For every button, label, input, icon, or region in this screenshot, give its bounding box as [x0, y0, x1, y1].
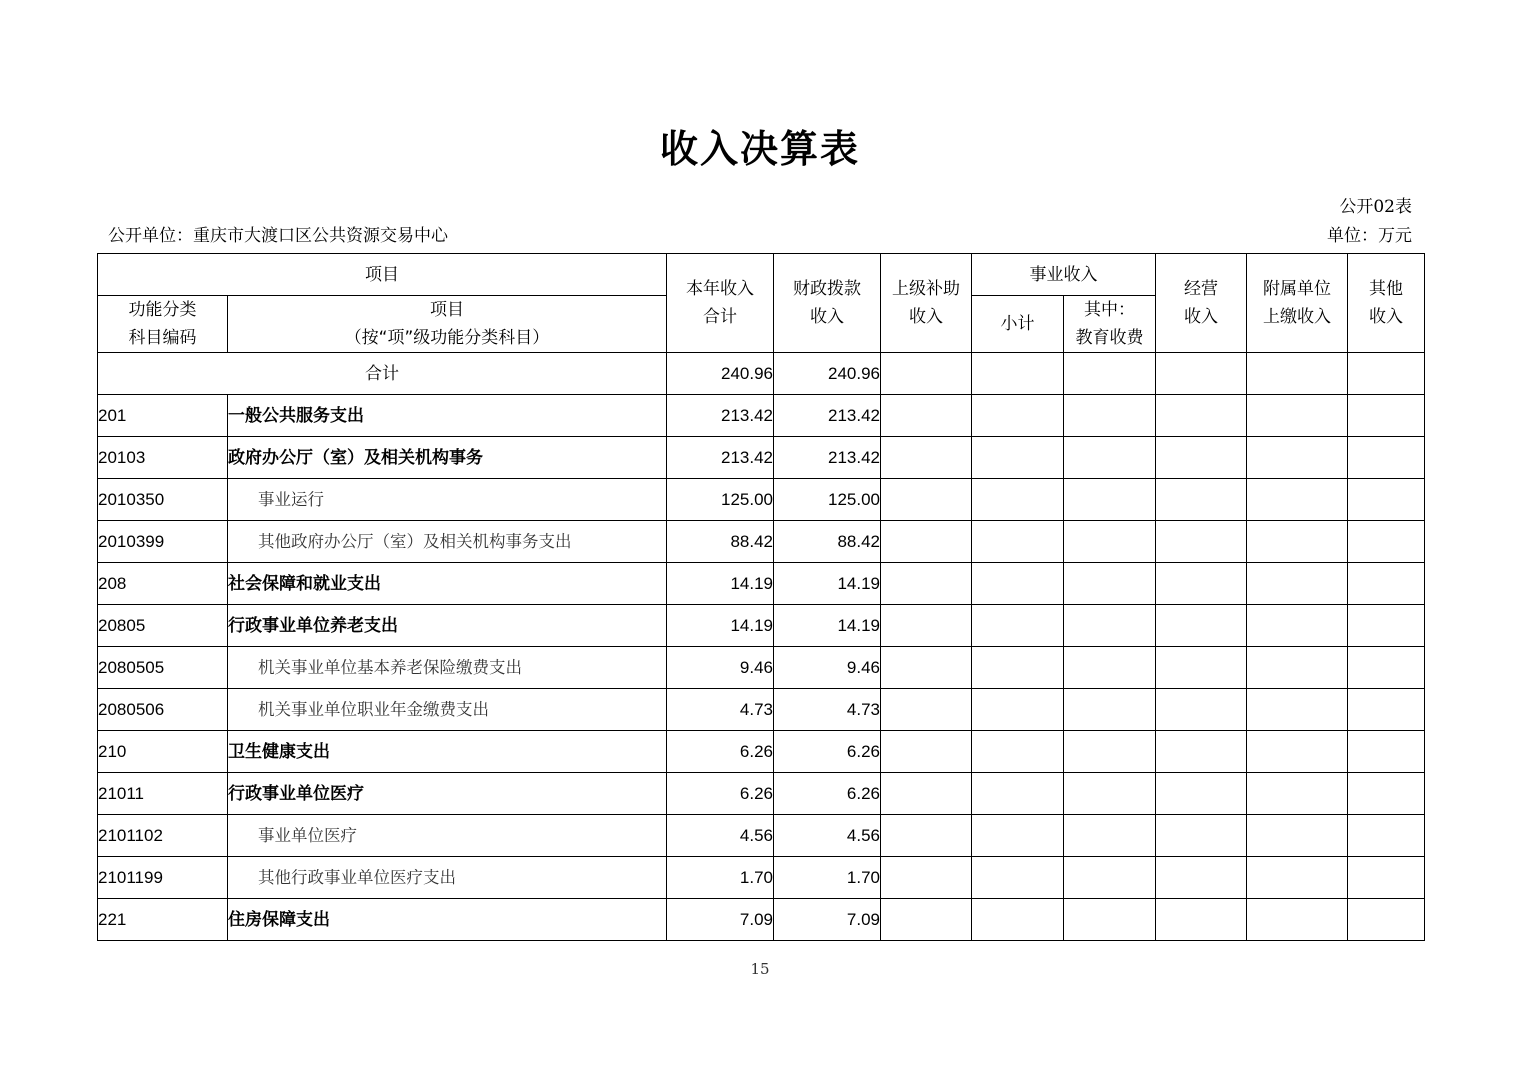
item-name-cell: 一般公共服务支出: [228, 395, 667, 437]
header-subtotal: 小计: [972, 296, 1064, 353]
empty-cell: [881, 647, 972, 689]
code-cell: 2010350: [98, 479, 228, 521]
empty-cell: [1247, 647, 1348, 689]
item-name-cell: 行政事业单位养老支出: [228, 605, 667, 647]
empty-cell: [1064, 605, 1156, 647]
fiscal-income-cell: 4.56: [774, 815, 881, 857]
code-cell: 2080506: [98, 689, 228, 731]
empty-cell: [1348, 605, 1425, 647]
empty-cell: [1348, 773, 1425, 815]
empty-cell: [1156, 437, 1247, 479]
empty-cell: [1247, 479, 1348, 521]
table-row: [98, 773, 1425, 815]
total-income-cell: 88.42: [667, 521, 774, 563]
empty-cell: [881, 479, 972, 521]
total-income-cell: 14.19: [667, 563, 774, 605]
empty-cell: [1247, 731, 1348, 773]
item-name-cell: 社会保障和就业支出: [228, 563, 667, 605]
empty-cell: [1156, 563, 1247, 605]
page-title: 收入决算表: [659, 127, 860, 171]
code-cell: 2101102: [98, 815, 228, 857]
fiscal-income-cell: 4.73: [774, 689, 881, 731]
page-number: 15: [750, 960, 770, 978]
header-affiliated-income: 附属单位 上缴收入: [1247, 254, 1348, 353]
empty-cell: [1156, 647, 1247, 689]
empty-cell: [881, 353, 972, 395]
fiscal-income-cell: 7.09: [774, 899, 881, 941]
empty-cell: [972, 563, 1064, 605]
empty-cell: [1348, 857, 1425, 899]
form-number: 公开02表: [1339, 197, 1412, 217]
empty-cell: [1156, 395, 1247, 437]
empty-cell: [1247, 689, 1348, 731]
fiscal-income-cell: 240.96: [774, 353, 881, 395]
empty-cell: [1348, 647, 1425, 689]
fiscal-income-cell: 213.42: [774, 395, 881, 437]
total-income-cell: 213.42: [667, 437, 774, 479]
item-name-cell: 其他政府办公厅（室）及相关机构事务支出: [228, 521, 667, 563]
empty-cell: [1348, 731, 1425, 773]
total-income-cell: 4.73: [667, 689, 774, 731]
empty-cell: [972, 395, 1064, 437]
empty-cell: [972, 731, 1064, 773]
item-name-cell: 事业运行: [228, 479, 667, 521]
total-income-cell: 125.00: [667, 479, 774, 521]
code-cell: 20103: [98, 437, 228, 479]
fiscal-income-cell: 125.00: [774, 479, 881, 521]
empty-cell: [1156, 689, 1247, 731]
item-name-cell: 其他行政事业单位医疗支出: [228, 857, 667, 899]
table-row: [98, 689, 1425, 731]
table-body: [98, 353, 1425, 941]
total-income-cell: 6.26: [667, 731, 774, 773]
empty-cell: [881, 605, 972, 647]
empty-cell: [972, 815, 1064, 857]
fiscal-income-cell: 6.26: [774, 773, 881, 815]
total-income-cell: 4.56: [667, 815, 774, 857]
empty-cell: [1156, 479, 1247, 521]
header-education-fee: 其中： 教育收费: [1064, 296, 1156, 353]
total-label: 合计: [98, 353, 667, 395]
table-row: [98, 437, 1425, 479]
empty-cell: [1348, 689, 1425, 731]
table-row: [98, 815, 1425, 857]
empty-cell: [972, 857, 1064, 899]
empty-cell: [1247, 395, 1348, 437]
code-cell: 2101199: [98, 857, 228, 899]
table-row: [98, 479, 1425, 521]
item-name-cell: 住房保障支出: [228, 899, 667, 941]
empty-cell: [1247, 353, 1348, 395]
total-income-cell: 6.26: [667, 773, 774, 815]
header-total-income: 本年收入 合计: [667, 254, 774, 353]
fiscal-income-cell: 14.19: [774, 605, 881, 647]
header-superior-subsidy: 上级补助 收入: [881, 254, 972, 353]
total-income-cell: 9.46: [667, 647, 774, 689]
item-name-cell: 卫生健康支出: [228, 731, 667, 773]
empty-cell: [881, 395, 972, 437]
empty-cell: [972, 899, 1064, 941]
empty-cell: [1156, 815, 1247, 857]
empty-cell: [1247, 773, 1348, 815]
item-name-cell: 机关事业单位职业年金缴费支出: [228, 689, 667, 731]
empty-cell: [1064, 353, 1156, 395]
empty-cell: [881, 437, 972, 479]
empty-cell: [972, 437, 1064, 479]
fiscal-income-cell: 9.46: [774, 647, 881, 689]
empty-cell: [972, 689, 1064, 731]
empty-cell: [1247, 437, 1348, 479]
total-row: [98, 353, 1425, 395]
empty-cell: [1064, 437, 1156, 479]
empty-cell: [1348, 353, 1425, 395]
code-cell: 21011: [98, 773, 228, 815]
code-cell: 20805: [98, 605, 228, 647]
header-project-group: 项目: [98, 254, 667, 296]
header-business-income: 经营 收入: [1156, 254, 1247, 353]
empty-cell: [881, 563, 972, 605]
table-row: [98, 857, 1425, 899]
fiscal-income-cell: 1.70: [774, 857, 881, 899]
table-row: [98, 395, 1425, 437]
empty-cell: [1156, 773, 1247, 815]
header-enterprise-income: 事业收入: [972, 254, 1156, 296]
empty-cell: [1156, 731, 1247, 773]
table-row: [98, 605, 1425, 647]
table-row: [98, 563, 1425, 605]
table-row: [98, 731, 1425, 773]
header-other-income: 其他 收入: [1348, 254, 1425, 353]
empty-cell: [1247, 899, 1348, 941]
empty-cell: [1348, 563, 1425, 605]
empty-cell: [881, 857, 972, 899]
empty-cell: [1247, 605, 1348, 647]
empty-cell: [1064, 563, 1156, 605]
empty-cell: [881, 815, 972, 857]
currency-unit: 单位：万元: [1327, 226, 1412, 246]
empty-cell: [1156, 605, 1247, 647]
empty-cell: [881, 521, 972, 563]
income-table: [97, 253, 1425, 941]
code-cell: 2080505: [98, 647, 228, 689]
empty-cell: [1348, 395, 1425, 437]
fiscal-income-cell: 213.42: [774, 437, 881, 479]
empty-cell: [1064, 731, 1156, 773]
total-income-cell: 240.96: [667, 353, 774, 395]
empty-cell: [1247, 815, 1348, 857]
empty-cell: [972, 479, 1064, 521]
empty-cell: [1348, 479, 1425, 521]
code-cell: 208: [98, 563, 228, 605]
code-cell: 201: [98, 395, 228, 437]
total-income-cell: 1.70: [667, 857, 774, 899]
empty-cell: [972, 647, 1064, 689]
table-row: [98, 647, 1425, 689]
table-row: [98, 521, 1425, 563]
item-name-cell: 政府办公厅（室）及相关机构事务: [228, 437, 667, 479]
empty-cell: [1156, 521, 1247, 563]
empty-cell: [1064, 395, 1156, 437]
total-income-cell: 213.42: [667, 395, 774, 437]
empty-cell: [881, 731, 972, 773]
empty-cell: [881, 689, 972, 731]
code-cell: 210: [98, 731, 228, 773]
total-income-cell: 14.19: [667, 605, 774, 647]
empty-cell: [1064, 815, 1156, 857]
code-cell: 2010399: [98, 521, 228, 563]
code-cell: 221: [98, 899, 228, 941]
empty-cell: [972, 521, 1064, 563]
empty-cell: [1156, 899, 1247, 941]
empty-cell: [1348, 437, 1425, 479]
empty-cell: [1156, 857, 1247, 899]
empty-cell: [1064, 689, 1156, 731]
empty-cell: [1064, 479, 1156, 521]
empty-cell: [1064, 899, 1156, 941]
header-fiscal-income: 财政拨款 收入: [774, 254, 881, 353]
item-name-cell: 行政事业单位医疗: [228, 773, 667, 815]
empty-cell: [1064, 857, 1156, 899]
header-item-name: 项目 （按“项”级功能分类科目）: [228, 296, 667, 353]
empty-cell: [1064, 647, 1156, 689]
empty-cell: [1348, 899, 1425, 941]
empty-cell: [1247, 563, 1348, 605]
empty-cell: [1064, 521, 1156, 563]
fiscal-income-cell: 88.42: [774, 521, 881, 563]
fiscal-income-cell: 6.26: [774, 731, 881, 773]
empty-cell: [972, 605, 1064, 647]
empty-cell: [1348, 815, 1425, 857]
reporting-unit: 公开单位：重庆市大渡口区公共资源交易中心: [108, 226, 448, 246]
empty-cell: [881, 899, 972, 941]
empty-cell: [1247, 521, 1348, 563]
table-header: [98, 254, 1425, 353]
table-row: [98, 899, 1425, 941]
item-name-cell: 事业单位医疗: [228, 815, 667, 857]
empty-cell: [972, 773, 1064, 815]
empty-cell: [1064, 773, 1156, 815]
empty-cell: [1348, 521, 1425, 563]
empty-cell: [881, 773, 972, 815]
empty-cell: [1247, 857, 1348, 899]
header-code: 功能分类 科目编码: [98, 296, 228, 353]
empty-cell: [1156, 353, 1247, 395]
fiscal-income-cell: 14.19: [774, 563, 881, 605]
empty-cell: [972, 353, 1064, 395]
total-income-cell: 7.09: [667, 899, 774, 941]
item-name-cell: 机关事业单位基本养老保险缴费支出: [228, 647, 667, 689]
